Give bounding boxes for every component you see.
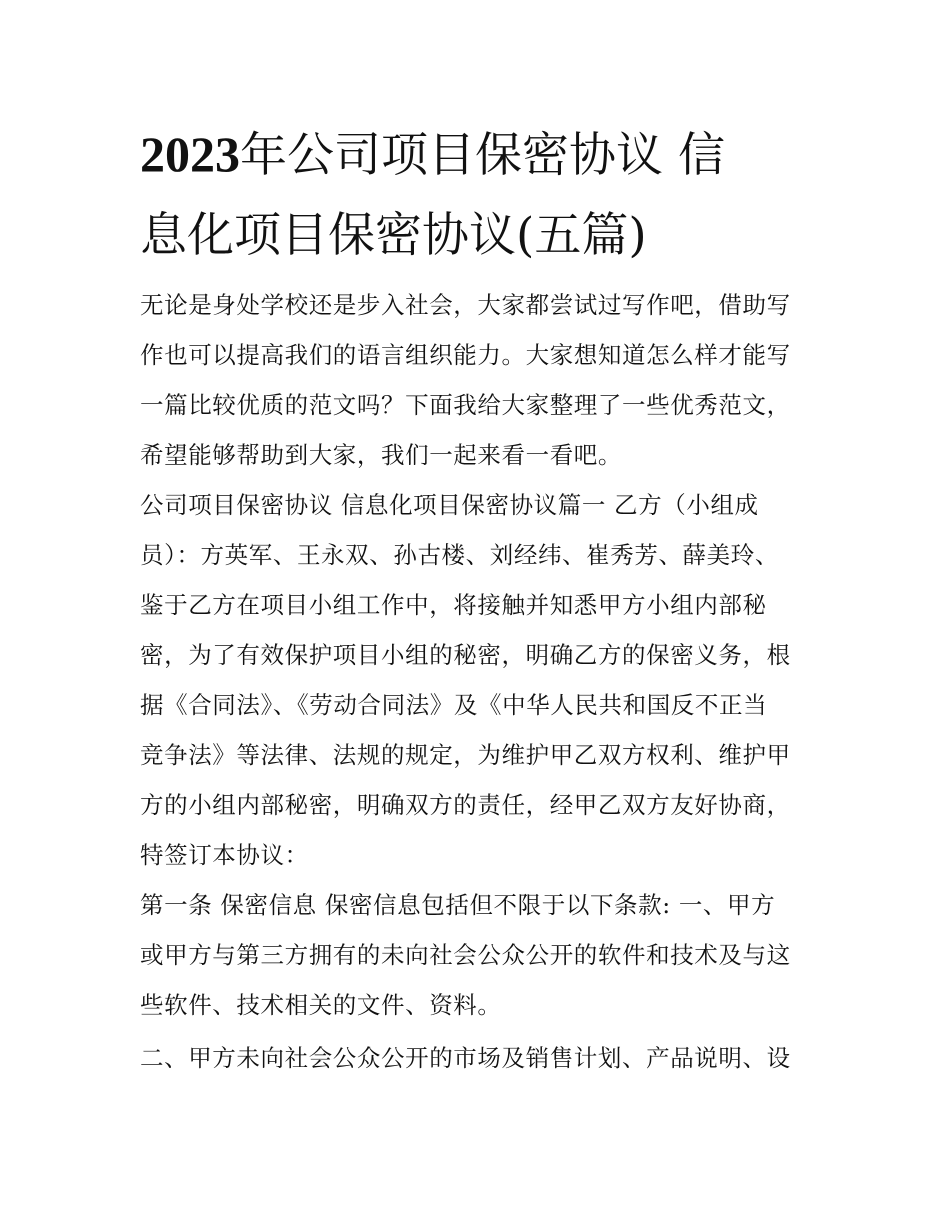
title-year: 2023 (140, 126, 240, 182)
text-line: 特签订本协议： (140, 841, 309, 869)
text-line: 公司项目保密协议 信息化项目保密协议篇一 乙方（小组成 (140, 491, 759, 519)
title-line-2: 息化项目保密协议(五篇) (140, 208, 647, 263)
text-line: 无论是身处学校还是步入社会，大家都尝试过写作吧，借助写 (140, 291, 791, 319)
document-title (140, 114, 820, 276)
text-line: 据《合同法》、《劳动合同法》及《中华人民共和国反不正当 (140, 691, 768, 719)
text-line: 员）：方英军、王永双、孙古楼、刘经纬、崔秀芳、薛美玲、 (140, 541, 779, 569)
paragraph-item-two (140, 1033, 820, 1083)
text-line: 鉴于乙方在项目小组工作中，将接触并知悉甲方小组内部秘 (140, 591, 767, 619)
text-line: 希望能够帮助到大家，我们一起来看一看吧。 (140, 441, 622, 469)
paragraph-agreement-parties (140, 480, 820, 880)
document-body (140, 280, 820, 1083)
text-line: 些软件、技术相关的文件、资料。 (140, 991, 502, 1019)
text-line: 或甲方与第三方拥有的未向社会公众公开的软件和技术及与这 (140, 941, 791, 969)
text-line: 密，为了有效保护项目小组的秘密，明确乙方的保密义务，根 (140, 641, 791, 669)
paragraph-intro (140, 280, 820, 480)
text-line: 竞争法》等法律、法规的规定，为维护甲乙双方权利、维护甲 (140, 741, 791, 769)
paragraph-article-one (140, 880, 820, 1030)
text-line: 第一条 保密信息 保密信息包括但不限于以下条款: 一、甲方 (140, 891, 776, 919)
text-line: 方的小组内部秘密，明确双方的责任，经甲乙双方友好协商， (140, 791, 791, 819)
text-line: 作也可以提高我们的语言组织能力。大家想知道怎么样才能写 (140, 341, 791, 369)
title-line-1 (140, 114, 820, 196)
text-line: 一篇比较优质的范文吗？下面我给大家整理了一些优秀范文， (140, 391, 791, 419)
title-text: 年公司项目保密协议 信 (240, 128, 725, 183)
text-line: 二、甲方未向社会公众公开的市场及销售计划、产品说明、设 (140, 1044, 791, 1072)
